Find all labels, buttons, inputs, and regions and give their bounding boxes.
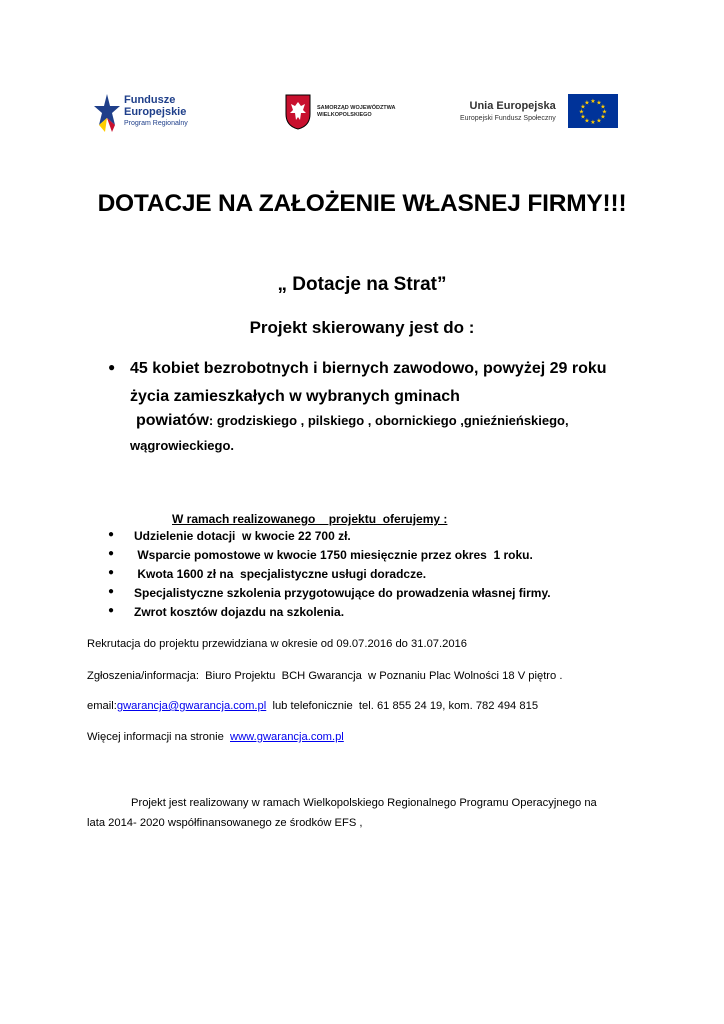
- svg-text:★: ★: [600, 114, 606, 121]
- target-line2: życia zamieszkałych w wybranych gminach: [130, 388, 460, 405]
- fundusze-europejskie-logo: [94, 92, 188, 132]
- offer-item-text: Udzielenie dotacji w kwocie 22 700 zł.: [134, 529, 351, 543]
- fundusze-line1: Fundusze: [124, 94, 176, 106]
- bullet-icon: ●: [108, 605, 115, 616]
- target-counties: : grodziskiego , pilskiego , obornickiego ,gnieźnieńskiego,: [208, 413, 569, 428]
- offer-heading: W ramach realizowanego projektu oferujemy :: [172, 512, 448, 526]
- project-name: „ Dotacje na Strat”: [277, 274, 447, 295]
- eu-flag-icon: [568, 94, 618, 128]
- offer-item-text: Specjalistyczne szkolenia przygotowujące do prowadzenia własnej firmy.: [134, 586, 551, 600]
- footer-line2: lata 2014- 2020 współfinansowanego ze środków EFS ,: [87, 817, 363, 829]
- unia-europejska-logo: [460, 94, 618, 128]
- phone-info: lub telefonicznie tel. 61 855 24 19, kom. 782 494 815: [266, 700, 539, 712]
- samorzad-line1: SAMORZĄD WOJEWÓDZTWA: [317, 105, 396, 111]
- svg-text:★: ★: [584, 100, 590, 107]
- svg-text:★: ★: [580, 104, 586, 111]
- target-powiatow: powiatów: [136, 412, 209, 429]
- offer-item-text: Zwrot kosztów dojazdu na szkolenia.: [134, 605, 345, 619]
- target-line3: [136, 412, 569, 430]
- offer-item-text: Wsparcie pomostowe w kwocie 1750 miesięcznie przez okres 1 roku.: [134, 548, 533, 562]
- target-line1: 45 kobiet bezrobotnych i biernych zawodowo, powyżej 29 roku: [130, 360, 607, 377]
- svg-text:★: ★: [600, 104, 606, 111]
- page-title: DOTACJE NA ZAŁOŻENIE WŁASNEJ FIRMY!!!: [97, 190, 627, 217]
- offer-item-text: Kwota 1600 zł na specjalistyczne usługi doradcze.: [134, 567, 427, 581]
- target-heading: Projekt skierowany jest do :: [249, 318, 475, 337]
- eagle-shield-icon: [285, 94, 311, 130]
- ue-line2: Europejski Fundusz Społeczny: [460, 115, 556, 122]
- email-prefix: email:: [87, 700, 117, 712]
- recruitment-info: Rekrutacja do projektu przewidziana w okresie od 09.07.2016 do 31.07.2016: [87, 638, 468, 650]
- website-link[interactable]: www.gwarancja.com.pl: [230, 731, 344, 743]
- bullet-icon: ●: [108, 586, 115, 597]
- samorzad-line2: WIELKOPOLSKIEGO: [317, 112, 372, 118]
- svg-text:★: ★: [590, 120, 596, 126]
- fundusze-star-icon: [94, 92, 120, 132]
- target-line4: wągrowieckiego.: [130, 438, 235, 453]
- svg-text:★: ★: [584, 118, 590, 125]
- svg-text:★: ★: [601, 109, 607, 116]
- website-line: [87, 731, 344, 743]
- logo-bar: [0, 92, 724, 140]
- email-phone-line: [87, 700, 538, 712]
- bullet-icon: ●: [108, 567, 115, 578]
- email-link[interactable]: gwarancja@gwarancja.com.pl: [116, 700, 267, 712]
- footer-line1: Projekt jest realizowany w ramach Wielkopolskiego Regionalnego Programu Operacyjnego na: [131, 797, 597, 809]
- svg-text:★: ★: [596, 118, 602, 125]
- svg-text:★: ★: [578, 109, 584, 116]
- fundusze-line3: Program Regionalny: [124, 120, 188, 127]
- bullet-icon: ●: [108, 529, 115, 540]
- website-prefix: Więcej informacji na stronie: [87, 731, 231, 743]
- ue-line1: Unia Europejska: [469, 100, 556, 112]
- bullet-icon: ●: [108, 548, 115, 559]
- footer-note: [87, 793, 647, 833]
- svg-text:★: ★: [596, 100, 602, 107]
- samorzad-logo: [285, 94, 396, 130]
- bullet-icon: ●: [108, 360, 116, 374]
- svg-text:★: ★: [590, 99, 596, 105]
- fundusze-line2: Europejskie: [124, 106, 187, 118]
- contact-info: Zgłoszenia/informacja: Biuro Projektu BCH Gwarancja w Poznaniu Plac Wolności 18 V piętro .: [87, 670, 563, 682]
- svg-text:★: ★: [580, 114, 586, 121]
